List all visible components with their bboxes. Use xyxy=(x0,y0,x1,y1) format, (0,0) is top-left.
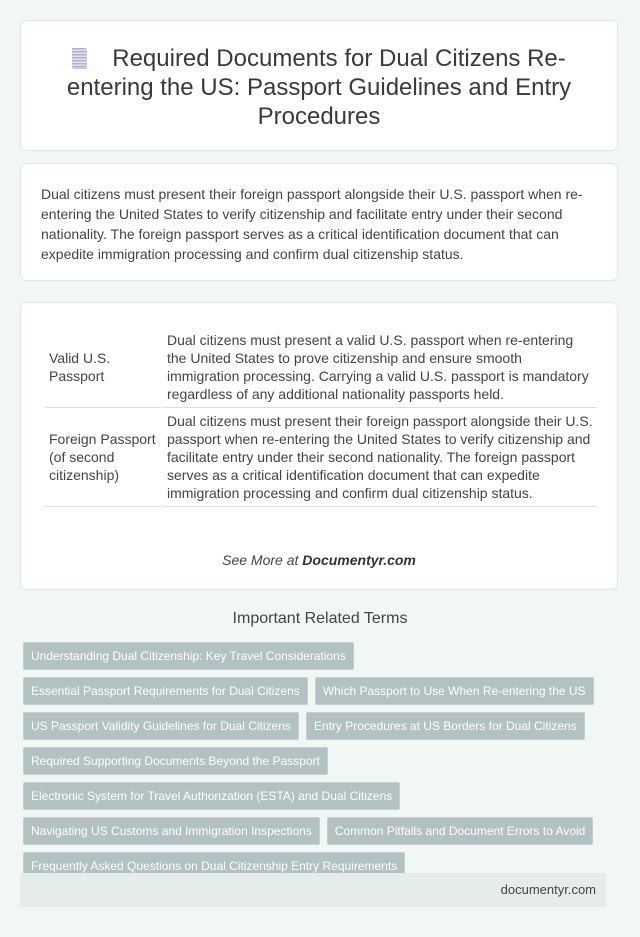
table-description: Dual citizens must present a valid U.S. passport when re-entering the United States to prove citizenship and ensure smooth immigration processing. Carrying a valid U.S. passport is mandatory regardless of any additional nationality passports held. xyxy=(163,327,597,408)
related-term-tag[interactable]: Entry Procedures at US Borders for Dual Citizens xyxy=(306,712,585,740)
table-term: Valid U.S. Passport xyxy=(45,327,161,408)
documents-table-card xyxy=(20,302,618,590)
page-title-text: Required Documents for Dual Citizens Re-entering the US: Passport Guidelines and Entry Procedures xyxy=(66,45,572,130)
related-term-tag[interactable]: Required Supporting Documents Beyond the Passport xyxy=(23,747,328,775)
intro-text: Dual citizens must present their foreign passport alongside their U.S. passport when re-entering the United States to verify citizenship and facilitate entry under their second nationality. The foreign passport serves as a critical identification document that can expedite immigration processing and confirm dual citizenship status. xyxy=(41,186,583,262)
see-more xyxy=(21,552,617,568)
page-title xyxy=(61,44,577,131)
table-term: Foreign Passport (of second citizenship) xyxy=(45,408,161,507)
see-more-prefix: See More at xyxy=(222,552,303,568)
intro-card xyxy=(20,163,618,281)
table-description: Dual citizens must present their foreign passport alongside their U.S. passport when re-entering the United States to verify citizenship and facilitate entry under their second nationality. The foreign passport serves as a critical identification document that can expedite immigration processing and confirm dual citizenship status. xyxy=(163,408,597,507)
related-term-tag[interactable]: Which Passport to Use When Re-entering the US xyxy=(315,677,594,705)
see-more-link[interactable]: Documentyr.com xyxy=(302,552,416,568)
footer-site[interactable]: documentyr.com xyxy=(500,882,596,897)
related-term-tag[interactable]: Frequently Asked Questions on Dual Citizenship Entry Requirements xyxy=(23,852,405,880)
related-terms-list xyxy=(23,642,613,880)
related-term-tag[interactable]: Navigating US Customs and Immigration Inspections xyxy=(23,817,320,845)
footer xyxy=(20,873,606,907)
related-term-tag[interactable]: Common Pitfalls and Document Errors to Avoid xyxy=(327,817,594,845)
table-row xyxy=(45,408,597,507)
documents-table xyxy=(43,327,599,507)
related-term-tag[interactable]: Electronic System for Travel Authorization (ESTA) and Dual Citizens xyxy=(23,782,400,810)
related-term-tag[interactable]: Understanding Dual Citizenship: Key Travel Considerations xyxy=(23,642,354,670)
related-terms-title: Important Related Terms xyxy=(232,610,408,627)
related-term-tag[interactable]: US Passport Validity Guidelines for Dual Citizens xyxy=(23,712,299,740)
table-row xyxy=(45,327,597,408)
related-term-tag[interactable]: Essential Passport Requirements for Dual Citizens xyxy=(23,677,308,705)
title-card xyxy=(20,20,618,151)
document-scroll-icon xyxy=(72,48,86,68)
